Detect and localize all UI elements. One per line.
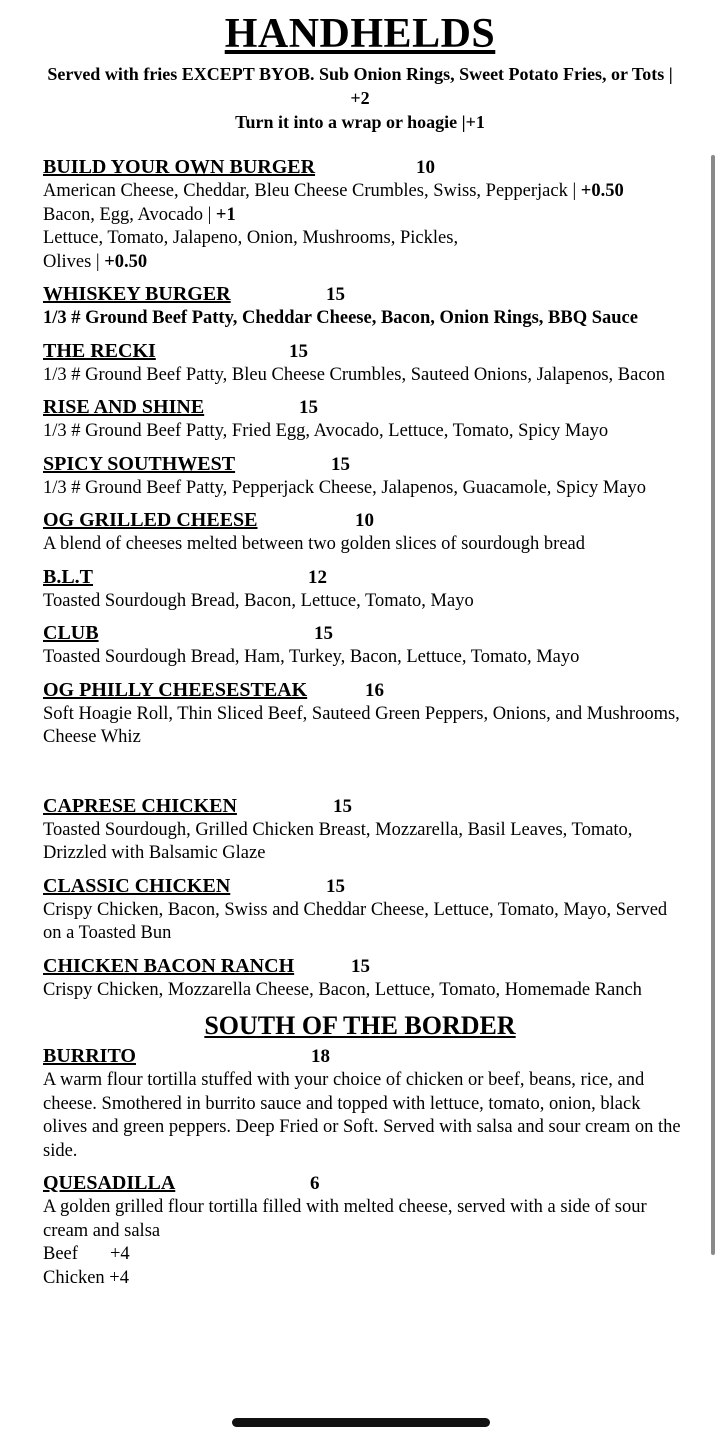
- menu-item-chicken-bacon-ranch: [43, 955, 683, 1003]
- menu-item-the-recki: [43, 340, 683, 388]
- menu-subtitle: [40, 62, 680, 134]
- menu-item-blt: [43, 566, 683, 614]
- menu-item-spicy-southwest: [43, 453, 683, 501]
- item-description: Toasted Sourdough, Grilled Chicken Breast, Mozzarella, Basil Leaves, Tomato, Drizzled with Balsamic Glaze: [43, 819, 633, 863]
- item-name: QUESADILLA: [43, 1172, 176, 1194]
- byob-extra-options: [43, 204, 683, 228]
- subtitle-line-2: Turn it into a wrap or hoagie |+1: [235, 112, 485, 132]
- item-description: A warm flour tortilla stuffed with your choice of chicken or beef, beans, rice, and cheese. Smothered in burrito sauce and topped with lettuce, tomato, onion, black olives and green peppers. Deep Fried or Soft. Served with salsa and sour cream on the side.: [43, 1070, 681, 1161]
- item-name: OG PHILLY CHEESESTEAK: [43, 678, 308, 701]
- menu-item-quesadilla: [43, 1172, 683, 1290]
- menu-item-byob: [43, 156, 683, 274]
- menu-item-burrito: [43, 1045, 683, 1163]
- olives-price: +0.50: [104, 251, 148, 272]
- item-description: Toasted Sourdough Bread, Ham, Turkey, Bacon, Lettuce, Tomato, Mayo: [43, 647, 580, 667]
- addon-chicken: Chicken +4: [43, 1267, 129, 1288]
- item-name: WHISKEY BURGER: [43, 283, 231, 305]
- item-price: 16: [365, 679, 384, 701]
- item-name: BURRITO: [43, 1045, 136, 1067]
- item-description: 1/3 # Ground Beef Patty, Cheddar Cheese, Bacon, Onion Rings, BBQ Sauce: [43, 308, 638, 328]
- item-name: CHICKEN BACON RANCH: [43, 954, 295, 977]
- item-description: 1/3 # Ground Beef Patty, Fried Egg, Avocado, Lettuce, Tomato, Spicy Mayo: [43, 421, 609, 441]
- item-description: Crispy Chicken, Mozzarella Cheese, Bacon, Lettuce, Tomato, Homemade Ranch: [43, 979, 642, 1000]
- cheese-price: +0.50: [580, 181, 624, 201]
- menu-item-og-philly-cheesesteak: [43, 679, 683, 750]
- item-name: B.L.T: [43, 565, 94, 588]
- menu-item-whiskey-burger: [43, 283, 683, 331]
- item-price: 10: [355, 510, 374, 531]
- item-name: CLASSIC CHICKEN: [43, 874, 231, 897]
- item-description: Toasted Sourdough Bread, Bacon, Lettuce, Tomato, Mayo: [43, 590, 474, 611]
- addon-beef-label: Beef: [43, 1244, 78, 1264]
- cheese-text: American Cheese, Cheddar, Bleu Cheese Crumbles, Swiss, Pepperjack |: [43, 181, 581, 201]
- addon-beef: [43, 1243, 683, 1267]
- byob-cheese-options: [43, 180, 683, 204]
- item-price: 12: [308, 566, 327, 588]
- item-price: 6: [310, 1173, 320, 1194]
- scrollbar[interactable]: [711, 155, 715, 1255]
- item-description: 1/3 # Ground Beef Patty, Bleu Cheese Crumbles, Sauteed Onions, Jalapenos, Bacon: [43, 364, 666, 385]
- byob-veg-options: Lettuce, Tomato, Jalapeno, Onion, Mushrooms, Pickles,: [43, 228, 459, 248]
- handhelds-list: [43, 156, 683, 1299]
- item-price: 15: [299, 397, 318, 418]
- item-price: 10: [416, 157, 435, 178]
- extras-price: +1: [215, 204, 236, 225]
- item-name: BUILD YOUR OWN BURGER: [43, 156, 316, 178]
- item-price: 18: [311, 1046, 330, 1067]
- menu-item-og-grilled-cheese: [43, 509, 683, 557]
- subtitle-line-1: Served with fries EXCEPT BYOB. Sub Onion Rings, Sweet Potato Fries, or Tots | +2: [47, 64, 673, 108]
- menu-item-club: [43, 622, 683, 670]
- item-name: THE RECKI: [43, 339, 156, 362]
- home-indicator[interactable]: [232, 1418, 490, 1427]
- olives-text: Olives |: [43, 251, 105, 272]
- item-name: OG GRILLED CHEESE: [43, 509, 258, 531]
- item-name: CAPRESE CHICKEN: [43, 794, 237, 817]
- page-title: HANDHELDS: [224, 11, 496, 57]
- item-description: A golden grilled flour tortilla filled with melted cheese, served with a side of sour cream and salsa: [43, 1197, 647, 1241]
- item-name: RISE AND SHINE: [43, 396, 205, 418]
- menu-item-caprese-chicken: [43, 795, 683, 866]
- menu-item-classic-chicken: [43, 875, 683, 946]
- item-price: 15: [326, 875, 345, 897]
- addon-beef-price: +4: [110, 1244, 130, 1264]
- item-name: CLUB: [43, 622, 99, 644]
- menu-item-rise-and-shine: [43, 396, 683, 444]
- item-description: Soft Hoagie Roll, Thin Sliced Beef, Sauteed Green Peppers, Onions, and Mushrooms, Cheese Whiz: [43, 703, 680, 747]
- item-price: 15: [351, 955, 370, 977]
- item-price: 15: [331, 453, 350, 475]
- item-price: 15: [326, 284, 345, 305]
- item-description: 1/3 # Ground Beef Patty, Pepperjack Cheese, Jalapenos, Guacamole, Spicy Mayo: [43, 477, 646, 498]
- item-price: 15: [314, 623, 333, 644]
- item-description: A blend of cheeses melted between two golden slices of sourdough bread: [43, 534, 586, 554]
- item-description: Crispy Chicken, Bacon, Swiss and Cheddar Cheese, Lettuce, Tomato, Mayo, Served on a Toasted Bun: [43, 899, 668, 943]
- item-price: 15: [333, 795, 352, 817]
- item-name: SPICY SOUTHWEST: [43, 452, 236, 475]
- extras-text: Bacon, Egg, Avocado |: [43, 204, 216, 225]
- item-price: 15: [289, 340, 308, 362]
- byob-olives-option: [43, 251, 683, 275]
- section-title-south-of-the-border: SOUTH OF THE BORDER: [204, 1011, 516, 1040]
